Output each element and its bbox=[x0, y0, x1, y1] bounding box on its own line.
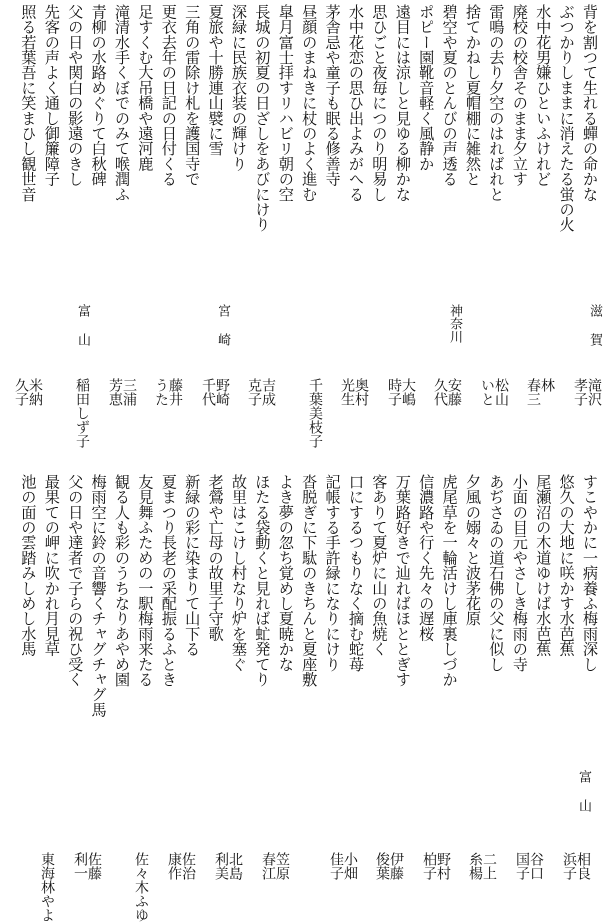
poem: 悠久の大地に咲かす水芭蕉 bbox=[557, 474, 576, 657]
author-prefecture: 宮崎 bbox=[215, 304, 230, 362]
author-given-name: 久代 bbox=[432, 378, 448, 406]
author-surname: 千葉美枝子 bbox=[307, 378, 323, 448]
author-surname: 谷口 bbox=[528, 852, 544, 880]
author-name bbox=[134, 852, 148, 922]
author-name bbox=[214, 852, 242, 894]
poem: ポピー園靴音軽く風静か bbox=[417, 4, 436, 172]
poem: 小面の目元やさしき梅雨の寺 bbox=[510, 474, 529, 672]
poem: 思ひごと夜毎につのり明易し bbox=[370, 4, 389, 202]
author-given-name: 浜子 bbox=[561, 852, 577, 880]
poem: 記帳する手許緑になりにけり bbox=[323, 474, 342, 672]
author-given-name: 利美 bbox=[213, 852, 229, 880]
poem: 背を割つて生れる蟬の命かな bbox=[581, 4, 599, 202]
author-given-name: 克子 bbox=[246, 378, 262, 406]
author-surname: 佐々木ふゆ bbox=[133, 852, 149, 922]
poem: 先客の声よく通し御簾障子 bbox=[42, 4, 61, 187]
author-name bbox=[308, 378, 322, 448]
author-name bbox=[329, 852, 357, 894]
poem: 夏まつり長老の采配振るふとき bbox=[159, 474, 178, 687]
author-name bbox=[167, 852, 195, 894]
author-given-name: 俊葉 bbox=[374, 852, 390, 880]
poem: 水中花男嫌ひといふけれど bbox=[534, 4, 553, 187]
poem: 廃校の校舎そのまま夕立す bbox=[510, 4, 529, 187]
poem: 雷鳴の去り夕空のはればれと bbox=[487, 4, 506, 202]
author-name bbox=[340, 378, 368, 426]
author-name bbox=[387, 378, 415, 426]
author-name bbox=[108, 378, 136, 426]
poem: 観る人も彩のうちなりあやめ園 bbox=[113, 474, 131, 687]
author-surname: 奥村 bbox=[353, 378, 369, 406]
author-prefecture: 富山 bbox=[576, 770, 591, 828]
poem: 長城の初夏の日ざしをあびにけり bbox=[253, 4, 272, 232]
author-surname: 北島 bbox=[227, 852, 243, 880]
author-prefecture: 滋賀 bbox=[587, 304, 602, 362]
author-surname: 滝沢 bbox=[586, 378, 602, 406]
author-name bbox=[480, 378, 508, 426]
author-name bbox=[40, 852, 54, 922]
author-given-name: 国子 bbox=[514, 852, 530, 880]
author-given-name: 久子 bbox=[13, 378, 29, 406]
poem: 夏旅や十勝連山襞に雪 bbox=[206, 4, 225, 156]
poem: すこやかに一病養ふ梅雨深し bbox=[581, 474, 599, 672]
author-name bbox=[433, 378, 461, 426]
author-name bbox=[468, 852, 496, 894]
bottom-poem-block bbox=[0, 474, 612, 734]
poem: 沓脱ぎに下駄のきちんと夏座敷 bbox=[300, 474, 319, 687]
author-surname: 野崎 bbox=[214, 378, 230, 406]
poem: 遠目には涼しと見ゆる柳かな bbox=[393, 4, 412, 202]
poem: 梅雨空に鈴の音響くチャグチャグ馬 bbox=[89, 474, 108, 718]
poem: 照る若葉吾に笑まひし観世音 bbox=[19, 4, 38, 202]
author-surname: 三浦 bbox=[121, 378, 137, 406]
top-author-block bbox=[0, 300, 612, 450]
author-name bbox=[247, 378, 275, 426]
author-name bbox=[14, 378, 42, 426]
author-surname: 東海林やよ bbox=[39, 852, 55, 922]
author-surname: 米納 bbox=[27, 378, 43, 406]
author-surname: 大嶋 bbox=[400, 378, 416, 406]
author-given-name: 春江 bbox=[260, 852, 276, 880]
poem: 父の日や関白の影遠のきし bbox=[66, 4, 85, 187]
author-given-name: 柏子 bbox=[421, 852, 437, 880]
poem: 虎尾草を一輪活けし庫裏しづか bbox=[440, 474, 459, 687]
poem: 友見舞ふための一駅梅雨来たる bbox=[136, 474, 155, 687]
poem: 昼顔のまねきに杖のよく進む bbox=[300, 4, 319, 202]
author-surname: 笠原 bbox=[274, 852, 290, 880]
poem: 更衣去年の日記の日付くる bbox=[159, 4, 178, 187]
poem: 捨てかねし夏帽棚に雑然と bbox=[464, 4, 482, 187]
author-given-name: 利一 bbox=[72, 852, 88, 880]
poem: 池の面の雲踏みしめし水馬 bbox=[19, 474, 38, 657]
poem: 最果ての岬に吹かれ月見草 bbox=[42, 474, 61, 657]
author-surname: 吉成 bbox=[260, 378, 276, 406]
poem: 万葉路好きで辿ればほととぎす bbox=[393, 474, 412, 687]
poem: 水中花恋の思ひ出よみがへる bbox=[347, 4, 365, 202]
author-surname: 野村 bbox=[435, 852, 451, 880]
poem: よき夢の忽ち覚めし夏暁かな bbox=[276, 474, 295, 672]
author-name bbox=[422, 852, 450, 894]
author-surname: 佐治 bbox=[180, 852, 196, 880]
author-given-name: 光生 bbox=[339, 378, 355, 406]
author-name bbox=[573, 378, 601, 426]
poem: 老鶯や亡母の故里子守歌 bbox=[206, 474, 225, 642]
author-given-name: いと bbox=[479, 378, 495, 406]
author-name bbox=[154, 378, 182, 426]
poem: 三角の雷除け札を護国寺で bbox=[183, 4, 202, 187]
author-surname: 松山 bbox=[493, 378, 509, 406]
poem: 客ありて夏炉に山の魚焼く bbox=[370, 474, 389, 657]
poem: 足すくむ大吊橋や遠河鹿 bbox=[136, 4, 155, 172]
poem: 滝清水手くぼでのみて喉潤ふ bbox=[113, 4, 131, 202]
poem: 口にするつもりなく摘む蛇苺 bbox=[347, 474, 365, 672]
author-prefecture: 神奈川 bbox=[447, 304, 462, 343]
author-name bbox=[75, 378, 89, 448]
author-given-name: 糸楊 bbox=[467, 852, 483, 880]
poem: ほたる袋動くと見れば虻発てり bbox=[253, 474, 272, 687]
author-name bbox=[515, 852, 543, 894]
author-surname: 藤井 bbox=[167, 378, 183, 406]
author-given-name: 芳恵 bbox=[107, 378, 123, 406]
poem: 故里はこけし村なり炉を塞ぐ bbox=[230, 474, 248, 672]
author-given-name: うた bbox=[153, 378, 169, 406]
poem: 父の日や達者で子らの祝ひ受く bbox=[66, 474, 85, 687]
poem: 夕風の嫋々と波茅花原 bbox=[464, 474, 482, 626]
top-poem-block bbox=[0, 4, 612, 284]
author-name bbox=[562, 852, 590, 894]
author-surname: 佐藤 bbox=[86, 852, 102, 880]
poem: 信濃路や行く先々の遅桜 bbox=[417, 474, 436, 642]
author-given-name: 千代 bbox=[200, 378, 216, 406]
poem: 皐月富士拝すリハビリ朝の空 bbox=[276, 4, 295, 202]
author-name bbox=[526, 378, 554, 426]
poem: あぢさゐの道石佛の父に似し bbox=[487, 474, 506, 672]
author-given-name: 康作 bbox=[166, 852, 182, 880]
poem: ぶつかりしままに消えたる蛍の火 bbox=[557, 4, 576, 232]
author-surname: 稲田しず子 bbox=[74, 378, 90, 448]
author-name bbox=[261, 852, 289, 894]
author-surname: 相良 bbox=[575, 852, 591, 880]
author-surname: 小畑 bbox=[342, 852, 358, 880]
author-surname: 伊藤 bbox=[388, 852, 404, 880]
author-given-name: 佳子 bbox=[328, 852, 344, 880]
author-surname: 二上 bbox=[481, 852, 497, 880]
poem: 尾瀬沼の木道ゆけば水芭蕉 bbox=[534, 474, 553, 657]
bottom-author-block bbox=[0, 760, 612, 920]
author-name bbox=[201, 378, 229, 426]
author-given-name: 孝子 bbox=[572, 378, 588, 406]
author-given-name: 春三 bbox=[525, 378, 541, 406]
poem: 青柳の水路めぐりて白秋碑 bbox=[89, 4, 108, 187]
author-name bbox=[73, 852, 101, 894]
poem: 深緑に民族衣装の輝けり bbox=[230, 4, 248, 172]
poem: 碧空や夏のとんびの声透る bbox=[440, 4, 459, 187]
author-given-name: 時子 bbox=[386, 378, 402, 406]
author-prefecture: 富山 bbox=[75, 304, 90, 362]
poem: 茅舎忌や童子も眠る修善寺 bbox=[323, 4, 342, 187]
author-name bbox=[375, 852, 403, 894]
poem: 新緑の彩に染まりて山下る bbox=[183, 474, 202, 657]
author-surname: 林 bbox=[539, 378, 555, 392]
author-surname: 安藤 bbox=[446, 378, 462, 406]
